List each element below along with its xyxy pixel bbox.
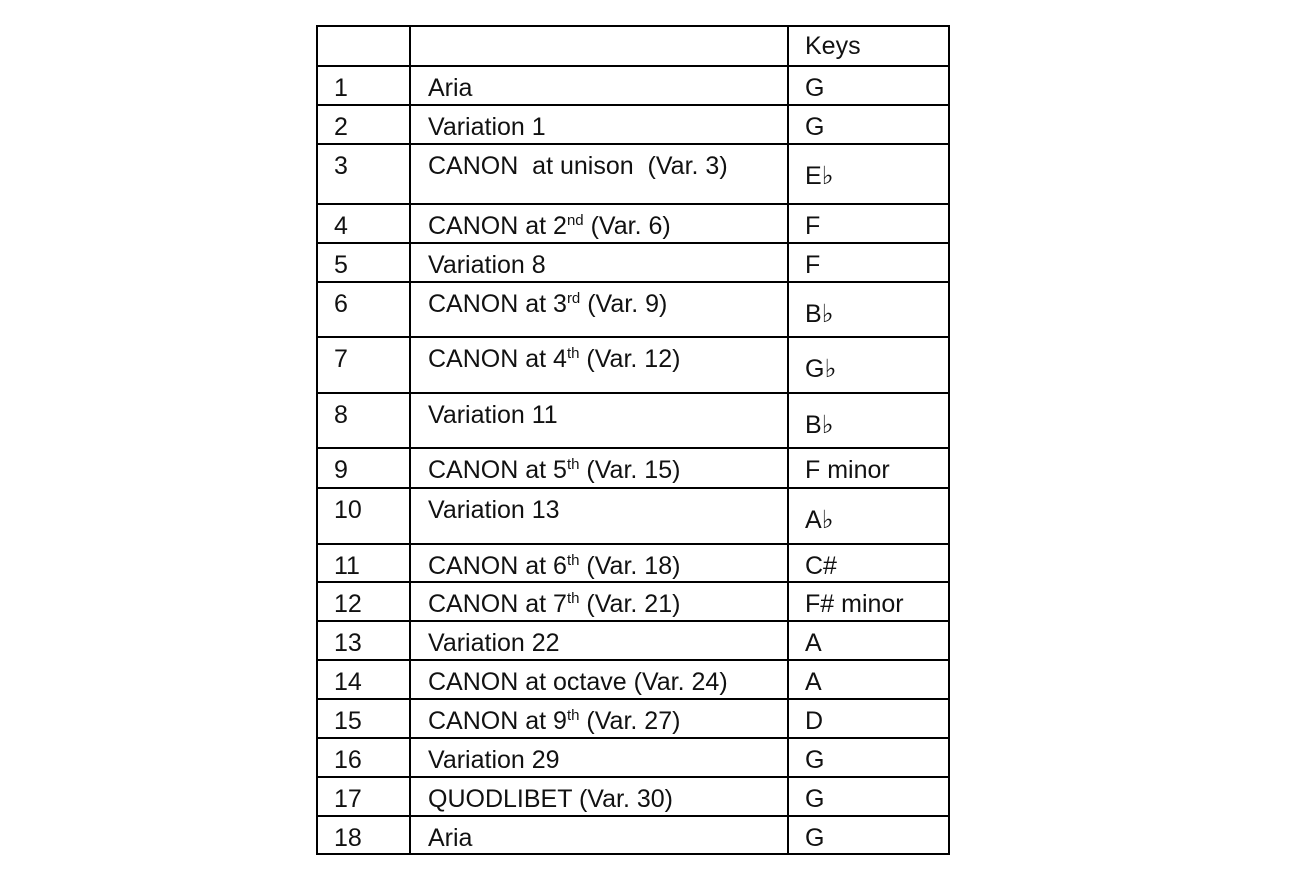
- header-number-cell: [317, 26, 410, 66]
- row-number: 6: [317, 282, 410, 337]
- row-key: F# minor: [788, 582, 949, 621]
- row-number: 4: [317, 204, 410, 243]
- row-key: G: [788, 738, 949, 777]
- table-row: [317, 66, 949, 105]
- row-title: CANON at 5th (Var. 15): [410, 448, 788, 488]
- table-row: [317, 243, 949, 282]
- row-key: G: [788, 777, 949, 816]
- row-title: CANON at 2nd (Var. 6): [410, 204, 788, 243]
- row-title: Variation 13: [410, 488, 788, 544]
- table-row: [317, 699, 949, 738]
- row-number: 15: [317, 699, 410, 738]
- row-number: 11: [317, 544, 410, 582]
- ordinal-suffix: th: [566, 552, 580, 569]
- row-number: 17: [317, 777, 410, 816]
- row-number: 3: [317, 144, 410, 204]
- row-title: Variation 8: [410, 243, 788, 282]
- table-row: [317, 582, 949, 621]
- row-title: CANON at unison (Var. 3): [410, 144, 788, 204]
- row-number: 7: [317, 337, 410, 393]
- table-row: [317, 660, 949, 699]
- row-number: 8: [317, 393, 410, 448]
- row-title: QUODLIBET (Var. 30): [410, 777, 788, 816]
- table-row: [317, 105, 949, 144]
- row-key: G: [788, 816, 949, 854]
- row-number: 9: [317, 448, 410, 488]
- row-number: 14: [317, 660, 410, 699]
- table-row: [317, 448, 949, 488]
- ordinal-suffix: th: [566, 456, 580, 473]
- row-title: Variation 1: [410, 105, 788, 144]
- row-key: G: [788, 105, 949, 144]
- row-key: A♭: [788, 488, 949, 544]
- row-key: A: [788, 660, 949, 699]
- row-key: B♭: [788, 282, 949, 337]
- table-row: [317, 621, 949, 660]
- row-key: F: [788, 204, 949, 243]
- row-key: G: [788, 66, 949, 105]
- row-key: E♭: [788, 144, 949, 204]
- ordinal-suffix: th: [566, 707, 580, 724]
- row-key: F minor: [788, 448, 949, 488]
- row-title: Aria: [410, 66, 788, 105]
- row-title: CANON at 7th (Var. 21): [410, 582, 788, 621]
- keys-heading: Keys: [805, 32, 861, 60]
- table-row: [317, 282, 949, 337]
- row-title: Variation 11: [410, 393, 788, 448]
- header-keys-cell: [788, 26, 949, 66]
- ordinal-suffix: th: [566, 345, 580, 362]
- row-number: 5: [317, 243, 410, 282]
- table-row: [317, 144, 949, 204]
- row-title: Aria: [410, 816, 788, 854]
- table-row: [317, 488, 949, 544]
- row-number: 1: [317, 66, 410, 105]
- row-title: CANON at 3rd (Var. 9): [410, 282, 788, 337]
- table-header-row: [317, 26, 949, 66]
- table-row: [317, 393, 949, 448]
- row-title: CANON at octave (Var. 24): [410, 660, 788, 699]
- row-key: A: [788, 621, 949, 660]
- header-title-cell: [410, 26, 788, 66]
- table-row: [317, 777, 949, 816]
- table-row: [317, 738, 949, 777]
- row-key: D: [788, 699, 949, 738]
- row-number: 18: [317, 816, 410, 854]
- table-row: [317, 816, 949, 854]
- table-row: [317, 544, 949, 582]
- row-number: 10: [317, 488, 410, 544]
- row-title: Variation 22: [410, 621, 788, 660]
- row-number: 16: [317, 738, 410, 777]
- variations-key-table: [316, 25, 950, 855]
- row-key: B♭: [788, 393, 949, 448]
- row-number: 13: [317, 621, 410, 660]
- row-key: G♭: [788, 337, 949, 393]
- row-number: 2: [317, 105, 410, 144]
- ordinal-suffix: th: [566, 590, 580, 607]
- row-number: 12: [317, 582, 410, 621]
- row-title: CANON at 9th (Var. 27): [410, 699, 788, 738]
- row-key: C#: [788, 544, 949, 582]
- table-row: [317, 337, 949, 393]
- row-title: CANON at 4th (Var. 12): [410, 337, 788, 393]
- ordinal-suffix: rd: [566, 290, 581, 307]
- row-title: CANON at 6th (Var. 18): [410, 544, 788, 582]
- row-title: Variation 29: [410, 738, 788, 777]
- row-key: F: [788, 243, 949, 282]
- ordinal-suffix: nd: [566, 212, 584, 229]
- table-row: [317, 204, 949, 243]
